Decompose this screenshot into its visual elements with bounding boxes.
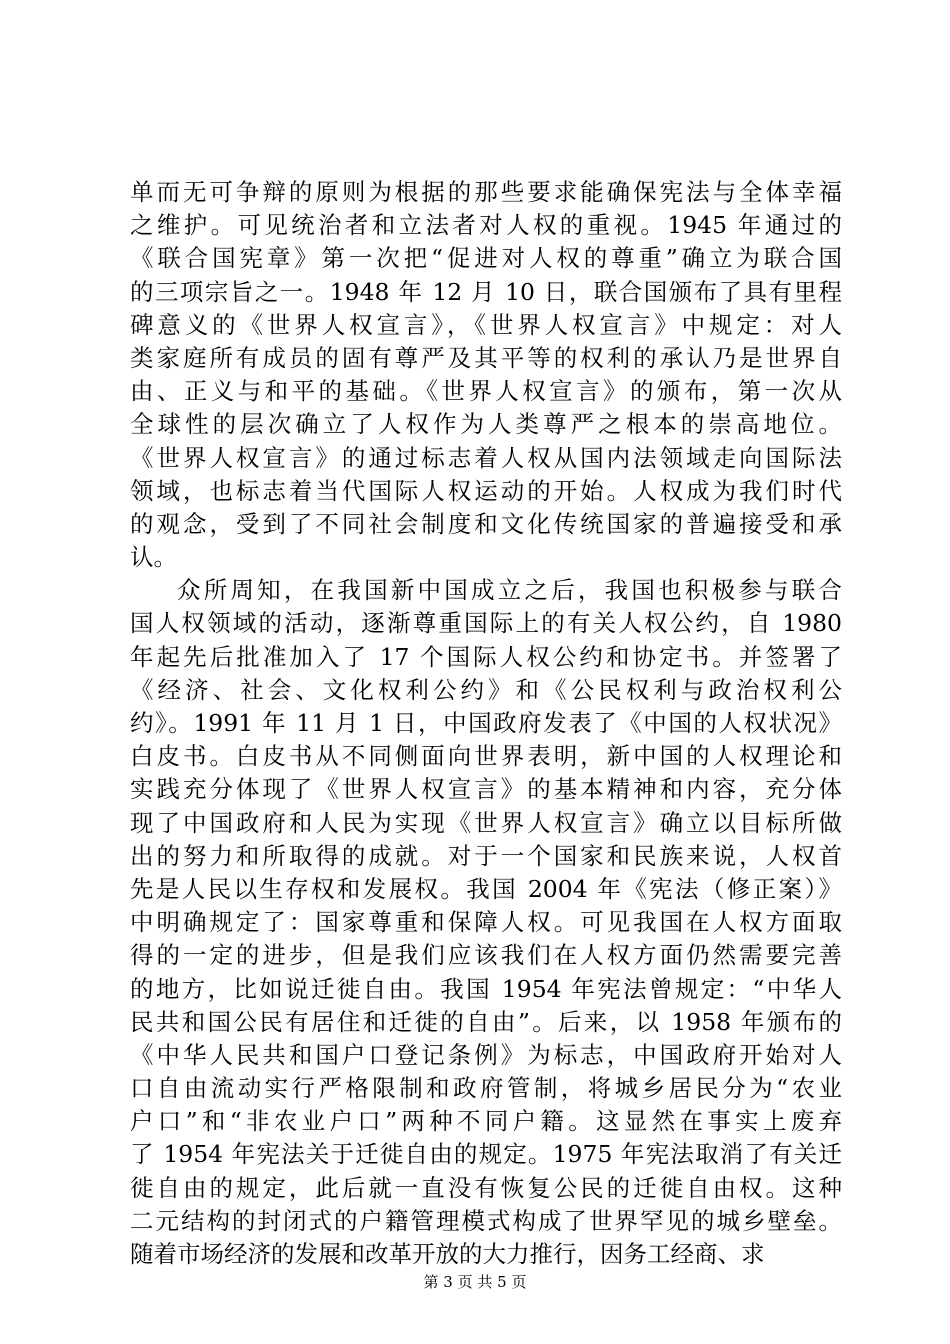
text-line: 出的努力和所取得的成就。对于一个国家和民族来说，人权首 <box>130 841 842 870</box>
text-line: 徙自由的规定，此后就一直没有恢复公民的迁徙自由权。这种 <box>130 1173 842 1202</box>
text-line: 由、正义与和平的基础。《世界人权宣言》的颁布，第一次从 <box>130 377 842 406</box>
text-line: 现了中国政府和人民为实现《世界人权宣言》确立以目标所做 <box>130 808 842 837</box>
text-line: 《世界人权宣言》的通过标志着人权从国内法领域走向国际法 <box>130 443 842 472</box>
text-line: 约》。1991 年 11 月 1 日，中国政府发表了《中国的人权状况》 <box>130 709 842 737</box>
text-line: 民共和国公民有居住和迁徙的自由”。后来，以 1958 年颁布的 <box>130 1007 842 1036</box>
text-line: 户口”和“非农业户口”两种不同户籍。这显然在事实上废弃 <box>130 1107 842 1136</box>
text-line: 口自由流动实行严格限制和政府管制，将城乡居民分为“农业 <box>130 1074 842 1103</box>
text-line: 得的一定的进步，但是我们应该我们在人权方面仍然需要完善 <box>130 941 842 970</box>
text-line: 随着市场经济的发展和改革开放的大力推行，因务工经商、求 <box>130 1240 765 1268</box>
text-line: 单而无可争辩的原则为根据的那些要求能确保宪法与全体幸福 <box>130 178 842 206</box>
text-line: 全球性的层次确立了人权作为人类尊严之根本的崇高地位。 <box>130 410 842 439</box>
text-line: 认。 <box>130 543 177 572</box>
body-text <box>130 176 842 1271</box>
text-line: 二元结构的封闭式的户籍管理模式构成了世界罕见的城乡壁垒。 <box>130 1206 842 1235</box>
text-line: 的三项宗旨之一。1948 年 12 月 10 日，联合国颁布了具有里程 <box>130 277 842 306</box>
text-line: 类家庭所有成员的固有尊严及其平等的权利的承认乃是世界自 <box>130 343 842 372</box>
text-line: 《经济、社会、文化权利公约》和《公民权利与政治权利公 <box>130 675 842 704</box>
text-line: 领域，也标志着当代国际人权运动的开始。人权成为我们时代 <box>130 476 842 505</box>
text-line: 了 1954 年宪法关于迁徙自由的规定。1975 年宪法取消了有关迁 <box>130 1140 842 1169</box>
text-line: 实践充分体现了《世界人权宣言》的基本精神和内容，充分体 <box>130 775 842 804</box>
text-line: 之维护。可见统治者和立法者对人权的重视。1945 年通过的 <box>130 211 842 240</box>
text-line: 的观念，受到了不同社会制度和文化传统国家的普遍接受和承 <box>130 509 842 538</box>
text-line: 国人权领域的活动，逐渐尊重国际上的有关人权公约，自 1980 <box>130 609 842 638</box>
text-line: 碑意义的《世界人权宣言》，《世界人权宣言》中规定：对人 <box>130 310 842 339</box>
paragraph <box>130 574 842 1271</box>
text-line: 《联合国宪章》第一次把“促进对人权的尊重”确立为联合国 <box>130 244 842 273</box>
text-line: 先是人民以生存权和发展权。我国 2004 年《宪法（修正案）》 <box>130 874 842 903</box>
page-footer: 第 3 页 共 5 页 <box>423 1273 527 1291</box>
text-line: 的地方，比如说迁徙自由。我国 1954 年宪法曾规定：“中华人 <box>130 974 842 1003</box>
text-line: 白皮书。白皮书从不同侧面向世界表明，新中国的人权理论和 <box>130 742 842 771</box>
text-line: 中明确规定了：国家尊重和保障人权。可见我国在人权方面取 <box>130 908 842 937</box>
paragraph <box>130 176 842 574</box>
text-line: 众所周知，在我国新中国成立之后，我国也积极参与联合 <box>177 576 842 605</box>
text-line: 年起先后批准加入了 17 个国际人权公约和协定书。并签署了 <box>130 642 842 671</box>
text-line: 《中华人民共和国户口登记条例》为标志，中国政府开始对人 <box>130 1040 842 1069</box>
